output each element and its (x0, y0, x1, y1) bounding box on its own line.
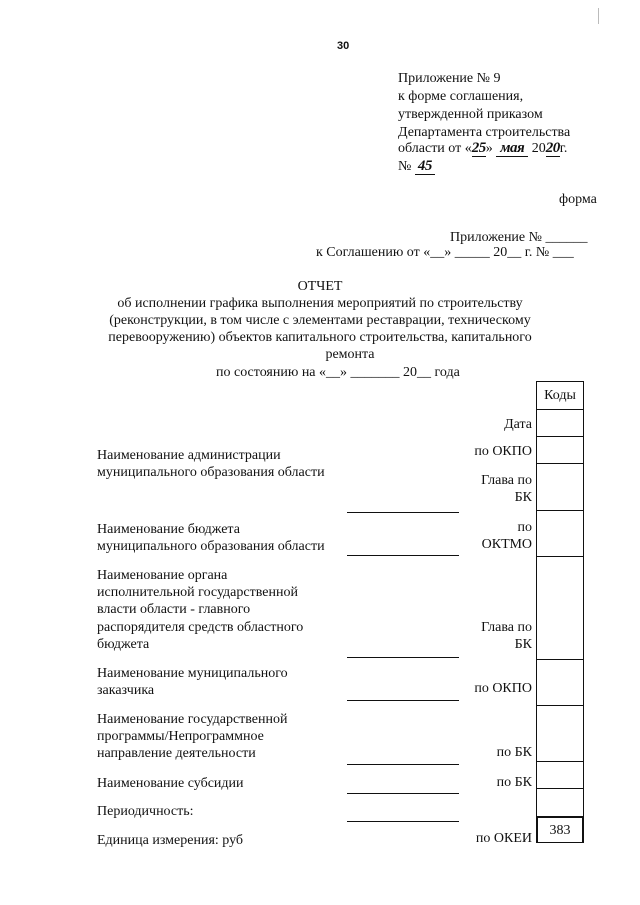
appendix-line-4: Департамента строительства (398, 125, 571, 140)
codes-table (536, 381, 584, 843)
label-program-line-3: направление деятельности (97, 746, 256, 761)
page-edge-mark (598, 8, 599, 24)
code-label-bk-subsidy: по БК (496, 775, 532, 790)
appendix-date-year-prefix: 20 (531, 141, 546, 156)
code-cell-bk-program (537, 706, 583, 762)
underline-periodicity (347, 821, 459, 822)
code-cell-bk-subsidy (537, 762, 583, 789)
page-number: 30 (337, 40, 350, 52)
label-program-line-1: Наименование государственной (97, 712, 288, 727)
report-title-date-line: по состоянию на «__» _______ 20__ года (216, 365, 460, 380)
label-admin-line-1: Наименование администрации (97, 448, 281, 463)
underline-budget (347, 555, 459, 556)
label-periodicity: Периодичность: (97, 804, 194, 819)
label-unit: Единица измерения: руб (97, 833, 244, 848)
code-label-glava-bk-1-a: Глава по (481, 473, 532, 488)
appendix-line-5 (398, 140, 567, 157)
code-cell-glava-bk-1 (537, 464, 583, 511)
label-budget-line-2: муниципального образования области (97, 539, 325, 554)
code-cell-okpo-admin (537, 437, 583, 464)
label-budget-line-1: Наименование бюджета (97, 522, 240, 537)
code-cell-glava-bk-2 (537, 557, 583, 660)
appendix-line-3: утвержденной приказом (398, 107, 543, 122)
label-subsidy: Наименование субсидии (97, 776, 244, 791)
appendix-line-6 (398, 158, 435, 175)
code-cell-oktmo (537, 511, 583, 557)
label-admin-line-2: муниципального образования области (97, 465, 325, 480)
code-cell-okpo-customer (537, 660, 583, 706)
appendix-date-mid: » (485, 141, 493, 156)
code-cell-periodicity (537, 789, 583, 817)
underline-admin (347, 512, 459, 513)
agreement-line-1: Приложение № ______ (450, 230, 588, 245)
label-organ-line-4: распорядителя средств областного (97, 620, 304, 635)
codes-header: Коды (537, 382, 583, 410)
underline-program (347, 764, 459, 765)
code-label-oktmo-b: ОКТМО (481, 537, 532, 552)
code-label-bk-program: по БК (496, 745, 532, 760)
label-organ-line-5: бюджета (97, 637, 150, 652)
code-label-glava-bk-1-b: БК (514, 490, 532, 505)
appendix-line-1: Приложение № 9 (398, 71, 501, 86)
label-program-line-2: программы/Непрограммное (97, 729, 264, 744)
appendix-date-year-handwritten: 20 (545, 140, 560, 156)
appendix-date-month-handwritten: мая (496, 140, 528, 157)
report-title-line-4: ремонта (325, 347, 375, 362)
report-heading: ОТЧЕТ (297, 279, 343, 294)
report-title-line-3: перевооружению) объектов капитального строительства, капитального (108, 330, 532, 345)
appendix-line-2: к форме соглашения, (398, 89, 524, 104)
underline-customer (347, 700, 459, 701)
agreement-line-2: к Соглашению от «__» _____ 20__ г. № ___ (316, 245, 574, 260)
code-label-okpo-admin: по ОКПО (474, 444, 532, 459)
code-label-date: Дата (504, 417, 532, 432)
label-organ-line-2: исполнительной государственной (97, 585, 298, 600)
report-title-line-1: об исполнении графика выполнения мероприятий по строительству (117, 296, 523, 311)
report-title-line-2: (реконструкции, в том числе с элементами реставрации, техническому (109, 313, 531, 328)
underline-organ (347, 657, 459, 658)
label-customer-line-2: заказчика (97, 683, 155, 698)
appendix-date-day-handwritten: 25 (471, 140, 486, 156)
appendix-number-prefix: № (398, 159, 412, 174)
code-label-okei: по ОКЕИ (475, 831, 532, 846)
underline-subsidy (347, 793, 459, 794)
code-label-oktmo-a: по (517, 520, 532, 535)
code-cell-okei: 383 (536, 816, 584, 843)
label-customer-line-1: Наименование муниципального (97, 666, 288, 681)
code-label-glava-bk-2-b: БК (514, 637, 532, 652)
code-label-okpo-customer: по ОКПО (474, 681, 532, 696)
appendix-date-prefix: области от « (398, 141, 472, 156)
code-label-glava-bk-2-a: Глава по (481, 620, 532, 635)
appendix-date-suffix: г. (559, 141, 568, 156)
code-cell-date (537, 410, 583, 437)
forma-label: форма (559, 192, 597, 207)
label-organ-line-1: Наименование органа (97, 568, 228, 583)
appendix-number-handwritten: 45 (415, 158, 435, 175)
label-organ-line-3: власти области - главного (97, 602, 251, 617)
